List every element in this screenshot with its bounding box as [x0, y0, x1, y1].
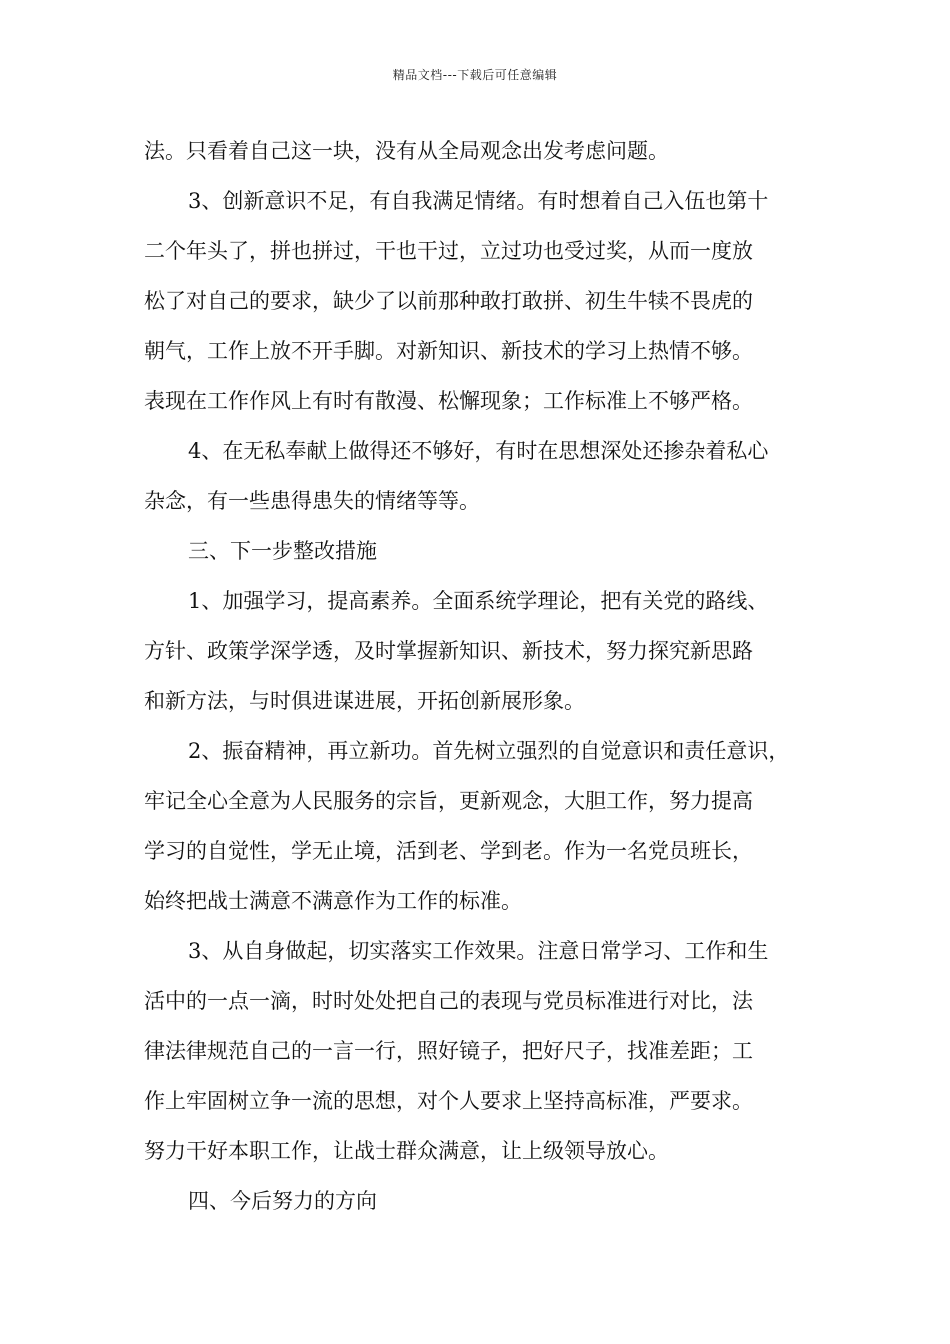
paragraph-start-line: 2、振奋精神，再立新功。首先树立强烈的自觉意识和责任意识，	[188, 739, 790, 763]
text-line: 和新方法，与时俱进谋进展，开拓创新展形象。	[144, 689, 585, 713]
text-line: 学习的自觉性，学无止境，活到老、学到老。作为一名党员班长，	[144, 839, 753, 863]
text-line: 始终把战士满意不满意作为工作的标准。	[144, 889, 522, 913]
text-line: 方针、政策学深学透，及时掌握新知识、新技术，努力探究新思路	[144, 639, 753, 663]
text-line: 活中的一点一滴，时时处处把自己的表现与党员标准进行对比，法	[144, 989, 753, 1013]
paragraph-start-line: 3、从自身做起，切实落实工作效果。注意日常学习、工作和生	[188, 939, 769, 963]
paragraph-start-line: 4、在无私奉献上做得还不够好，有时在思想深处还掺杂着私心	[188, 439, 769, 463]
text-line: 牢记全心全意为人民服务的宗旨，更新观念，大胆工作，努力提高	[144, 789, 753, 813]
document-body	[144, 126, 824, 1226]
text-line: 作上牢固树立争一流的思想，对个人要求上坚持高标准，严要求。	[144, 1089, 753, 1113]
paragraph-start-line: 3、创新意识不足，有自我满足情绪。有时想着自己入伍也第十	[188, 189, 769, 213]
section-heading: 四、今后努力的方向	[188, 1189, 377, 1213]
text-line: 杂念，有一些患得患失的情绪等等。	[144, 489, 480, 513]
text-line: 律法律规范自己的一言一行，照好镜子，把好尺子，找准差距；工	[144, 1039, 753, 1063]
text-line: 表现在工作作风上有时有散漫、松懈现象；工作标准上不够严格。	[144, 389, 753, 413]
section-heading: 三、下一步整改措施	[188, 539, 377, 563]
text-line: 朝气，工作上放不开手脚。对新知识、新技术的学习上热情不够。	[144, 339, 753, 363]
paragraph-start-line: 1、加强学习，提高素养。全面系统学理论，把有关党的路线、	[188, 589, 769, 613]
text-line: 努力干好本职工作，让战士群众满意，让上级领导放心。	[144, 1139, 669, 1163]
text-line: 二个年头了，拼也拼过，干也干过，立过功也受过奖，从而一度放	[144, 239, 753, 263]
page-header: 精品文档---下载后可任意编辑	[392, 68, 558, 82]
text-line: 松了对自己的要求，缺少了以前那种敢打敢拼、初生牛犊不畏虎的	[144, 289, 753, 313]
text-line: 法。只看着自己这一块，没有从全局观念出发考虑问题。	[144, 139, 669, 163]
